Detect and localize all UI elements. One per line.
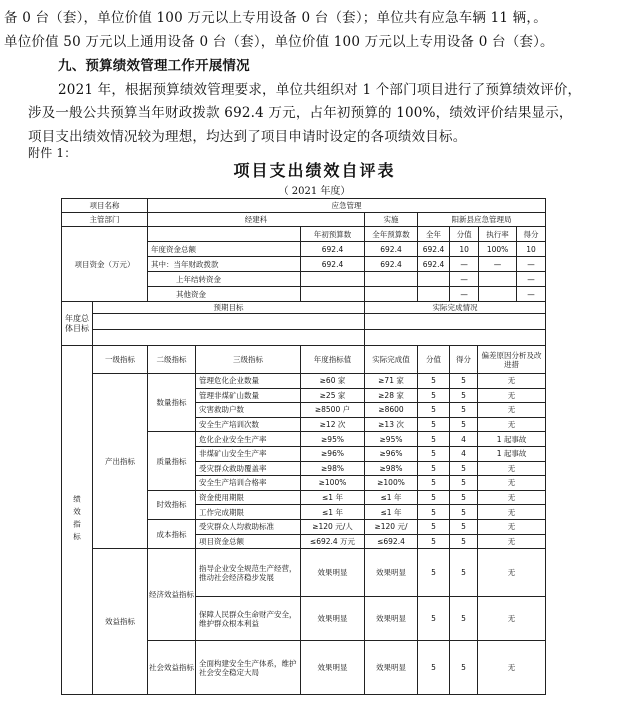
indicator-name: 工作完成期限 — [196, 505, 301, 520]
indicator-target: ≥100% — [301, 476, 365, 491]
indicator-score: 5 — [450, 403, 478, 418]
ind-header: 年度指标值 — [301, 346, 365, 374]
fund-rate — [479, 272, 517, 286]
fund-header: 年初预算数 — [301, 227, 365, 242]
fund-row-label: 上年结转资金 — [148, 272, 301, 287]
indicator-target: ≥95% — [301, 432, 365, 447]
indicator-actual: ≥98% — [365, 461, 418, 476]
paragraph-line-3: 项目支出绩效情况较为理想，均达到了项目申请时设定的各项绩效目标。 — [28, 129, 467, 145]
indicator-note: 无 — [478, 549, 546, 597]
indicator-actual: ≤692.4 — [365, 534, 418, 549]
indicator-score: 4 — [450, 432, 478, 447]
indicator-name: 保障人民群众生命财产安全，维护群众根本利益 — [196, 597, 301, 641]
attachment-label: 附件 1： — [28, 146, 77, 160]
indicator-name: 全面构建安全生产体系，维护社会安全稳定大局 — [196, 641, 301, 695]
ind-header: 实际完成值 — [365, 346, 418, 374]
indicator-score: 5 — [450, 388, 478, 403]
indicator-score-val: 5 — [418, 641, 450, 695]
indicator-note: 无 — [478, 597, 546, 641]
expected-goal-header: 预期目标 — [93, 302, 365, 314]
indicator-actual: ≥96% — [365, 446, 418, 461]
indicator-score: 5 — [450, 490, 478, 505]
fund-score-val: — — [450, 272, 479, 286]
ind-header: 二级指标 — [148, 346, 196, 374]
section-heading: 九、预算绩效管理工作开展情况 — [58, 58, 250, 74]
impl-unit: 阳新县应急管理局 — [418, 213, 546, 227]
indicator-actual: ≤1 年 — [365, 505, 418, 520]
indicator-note: 无 — [478, 417, 546, 432]
indicator-name: 受灾群众救助覆盖率 — [196, 461, 301, 476]
indicator-note: 无 — [478, 534, 546, 549]
indicator-actual: ≥13 次 — [365, 417, 418, 432]
indicator-score-val: 5 — [418, 549, 450, 597]
performance-table — [61, 198, 546, 695]
indicator-actual: 效果明显 — [365, 641, 418, 695]
level1-benefit: 效益指标 — [93, 549, 148, 695]
annual-goal-label: 年度总体目标 — [62, 302, 93, 346]
indicator-score-val: 5 — [418, 461, 450, 476]
fund-header: 全年 — [418, 227, 450, 242]
indicator-note: 无 — [478, 519, 546, 534]
indicator-note: 无 — [478, 461, 546, 476]
indicator-name: 安全生产培训合格率 — [196, 476, 301, 491]
indicator-target: ≥25 家 — [301, 388, 365, 403]
indicator-score-val: 5 — [418, 490, 450, 505]
dept-value: 经建科 — [148, 213, 365, 227]
actual-result-header: 实际完成情况 — [365, 302, 546, 314]
indicator-score: 5 — [450, 374, 478, 389]
fund-rate: — — [479, 257, 517, 271]
indicator-target: ≤692.4 万元 — [301, 534, 365, 549]
indicator-actual: ≥8600 — [365, 403, 418, 418]
fund-score: — — [527, 274, 535, 284]
indicator-note: 1 起事故 — [478, 446, 546, 461]
indicator-note: 无 — [478, 388, 546, 403]
fund-full: 692.4 — [365, 257, 418, 272]
indicator-name: 资金使用期限 — [196, 490, 301, 505]
indicator-note: 无 — [478, 374, 546, 389]
impl-label: 实施 — [365, 213, 418, 227]
indicator-target: 效果明显 — [301, 641, 365, 695]
indicator-score: 5 — [450, 505, 478, 520]
indicator-score: 5 — [450, 549, 478, 597]
indicator-score-val: 5 — [418, 446, 450, 461]
fund-score-val: — — [450, 257, 479, 271]
group-quality: 质量指标 — [148, 432, 196, 490]
fund-full: 692.4 — [365, 242, 418, 257]
indicator-score-val: 5 — [418, 374, 450, 389]
indicator-target: ≥60 家 — [301, 374, 365, 389]
project-name-value: 应急管理 — [148, 199, 546, 213]
fund-budget — [301, 287, 365, 302]
fund-full — [365, 272, 418, 287]
indicator-target: 效果明显 — [301, 549, 365, 597]
indicator-target: ≥96% — [301, 446, 365, 461]
indicator-score-val: 5 — [418, 505, 450, 520]
group-social: 社会效益指标 — [148, 641, 196, 695]
indicator-actual: ≥71 家 — [365, 374, 418, 389]
ind-header: 一级指标 — [93, 346, 148, 374]
indicator-target: ≤1 年 — [301, 490, 365, 505]
indicator-target: ≥12 次 — [301, 417, 365, 432]
fund-budget — [301, 272, 365, 287]
dept-label: 主管部门 — [62, 213, 148, 227]
indicator-note: 无 — [478, 505, 546, 520]
fund-score: — — [527, 259, 535, 269]
fund-score: — — [527, 289, 535, 299]
intro-line-1: 备 0 台（套），单位价值 100 万元以上专用设备 0 台（套）；单位共有应急车辆 11 辆，。 — [4, 10, 548, 26]
group-cost: 成本指标 — [148, 519, 196, 548]
indicator-score: 5 — [450, 461, 478, 476]
indicator-score-val: 5 — [418, 388, 450, 403]
indicator-score-val: 5 — [418, 534, 450, 549]
fund-actual: 692.4 — [418, 242, 450, 257]
indicator-target: 效果明显 — [301, 597, 365, 641]
indicator-score-val: 5 — [418, 597, 450, 641]
indicator-score-val: 5 — [418, 417, 450, 432]
indicator-name: 管理非煤矿山数量 — [196, 388, 301, 403]
fund-score: 10 — [526, 244, 536, 254]
indicator-note: 无 — [478, 476, 546, 491]
fund-budget: 692.4 — [301, 242, 365, 257]
level1-output: 产出指标 — [93, 374, 148, 549]
indicator-score: 5 — [450, 597, 478, 641]
fund-rate: 100% — [479, 242, 517, 256]
fund-full — [365, 287, 418, 302]
indicator-note: 无 — [478, 403, 546, 418]
indicator-target: ≥8500 户 — [301, 403, 365, 418]
indicator-actual: ≤1 年 — [365, 490, 418, 505]
group-economic: 经济效益指标 — [148, 549, 196, 641]
ind-header: 得分 — [450, 346, 478, 374]
fund-actual — [418, 287, 450, 302]
indicator-actual: ≥120 元/ — [365, 519, 418, 534]
indicator-score: 5 — [450, 476, 478, 491]
table-title: 项目支出绩效自评表 — [233, 161, 396, 180]
fund-row-label: 其他资金 — [148, 287, 301, 302]
fund-row-label: 年度资金总额 — [148, 242, 301, 257]
fund-header: 执行率 — [479, 227, 517, 241]
indicator-score: 4 — [450, 446, 478, 461]
indicator-name: 管理危化企业数量 — [196, 374, 301, 389]
group-timeliness: 时效指标 — [148, 490, 196, 519]
indicator-name: 项目资金总额 — [196, 534, 301, 549]
fund-header: 得分 — [523, 229, 539, 239]
perf-indicators-label: 绩效指标 — [62, 346, 93, 695]
indicator-score: 5 — [450, 534, 478, 549]
ind-header: 三级指标 — [196, 346, 301, 374]
indicator-score-val: 5 — [418, 476, 450, 491]
indicator-actual: ≥28 家 — [365, 388, 418, 403]
indicator-score-val: 5 — [418, 432, 450, 447]
indicator-note: 无 — [478, 641, 546, 695]
indicator-score-val: 5 — [418, 519, 450, 534]
indicator-name: 非煤矿山安全生产率 — [196, 446, 301, 461]
fund-score-val: — — [450, 287, 479, 301]
indicator-actual: ≥95% — [365, 432, 418, 447]
indicator-score: 5 — [450, 519, 478, 534]
indicator-target: ≥98% — [301, 461, 365, 476]
fund-budget: 692.4 — [301, 257, 365, 272]
project-name-label: 项目名称 — [62, 199, 148, 213]
indicator-note: 无 — [478, 490, 546, 505]
fund-header: 分值 — [450, 227, 479, 241]
indicator-score: 5 — [450, 641, 478, 695]
indicator-name: 指导企业安全规范生产经营，推动社会经济稳步发展 — [196, 549, 301, 597]
table-year: （ 2021 年度） — [278, 186, 351, 197]
indicator-actual: ≥100% — [365, 476, 418, 491]
group-quantity: 数量指标 — [148, 374, 196, 432]
indicator-target: ≤1 年 — [301, 505, 365, 520]
indicator-target: ≥120 元/人 — [301, 519, 365, 534]
fund-actual: 692.4 — [418, 257, 450, 272]
indicator-score: 5 — [450, 417, 478, 432]
fund-actual — [418, 272, 450, 287]
ind-header: 分值 — [418, 346, 450, 374]
intro-line-2: 单位价值 50 万元以上通用设备 0 台（套），单位价值 100 万元以上专用设备 0 台（套）。 — [4, 34, 554, 50]
indicator-actual: 效果明显 — [365, 597, 418, 641]
indicator-note: 1 起事故 — [478, 432, 546, 447]
paragraph-line-1: 2021 年，根据预算绩效管理要求，单位共组织对 1 个部门项目进行了预算绩效评价， — [58, 82, 582, 98]
funds-label: 项目资金（万元） — [62, 227, 148, 302]
indicator-name: 安全生产培训次数 — [196, 417, 301, 432]
paragraph-line-2: 涉及一般公共预算当年财政拨款 692.4 万元，占年初预算的 100%，绩效评价结果显示， — [28, 105, 573, 121]
indicator-name: 危化企业安全生产率 — [196, 432, 301, 447]
fund-header: 全年预算数 — [365, 227, 418, 242]
fund-row-label: 其中：当年财政拨款 — [148, 257, 301, 272]
indicator-name: 受灾群众人均救助标准 — [196, 519, 301, 534]
indicator-actual: 效果明显 — [365, 549, 418, 597]
fund-rate — [479, 287, 517, 301]
ind-header: 偏差原因分析及改进措 — [478, 346, 546, 374]
indicator-name: 灾害救助户数 — [196, 403, 301, 418]
indicator-score-val: 5 — [418, 403, 450, 418]
fund-score-val: 10 — [450, 242, 479, 256]
